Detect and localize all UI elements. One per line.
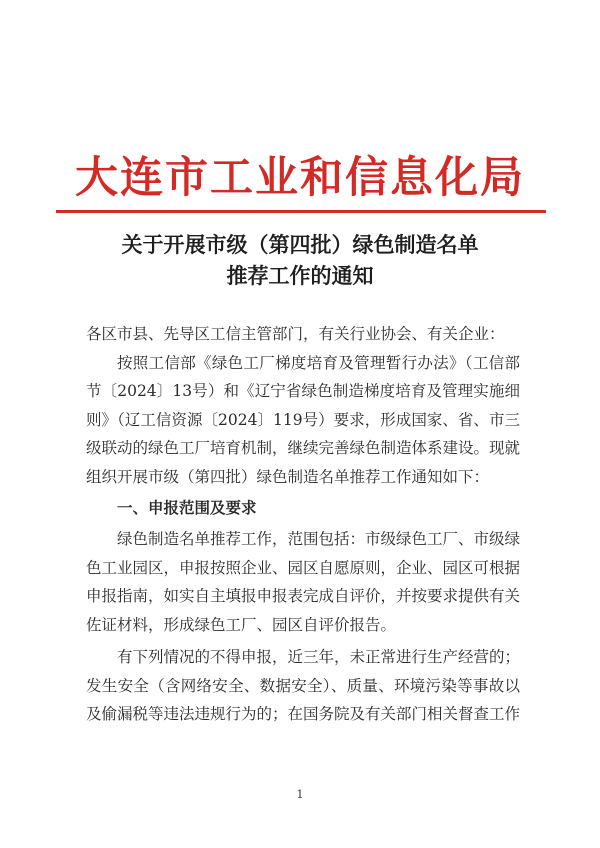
notice-title-line-2: 推荐工作的通知: [226, 264, 374, 288]
paragraph-basis: 按照工信部《绿色工厂梯度培育及管理暂行办法》（工信部节〔2024〕13号）和《辽宁省绿色制造梯度培育及管理实施细则》（辽工信资源〔2024〕119号）要求，形成国家、省、市三级联动的绿色工厂培育机制，继续完善绿色制造体系建设。现就组织开展市级（第四批）绿色制造名单推荐工作通知如下：: [86, 353, 521, 486]
notice-title-line-1: 关于开展市级（第四批）绿色制造名单: [121, 233, 479, 257]
notice-body: [86, 320, 520, 729]
salutation: 各区市县、先导区工信主管部门，有关行业协会、有关企业：: [86, 325, 505, 343]
red-header-rule: [56, 210, 546, 213]
page-number: 1: [296, 788, 304, 801]
organization-header: 大连市工业和信息化局: [75, 153, 525, 203]
paragraph-exclusions: 有下列情况的不得申报，近三年，未正常进行生产经营的；发生安全（含网络安全、数据安全）、质量、环境污染等事故以及偷漏税等违法违规行为的；在国务院及有关部门相关督查工作: [86, 648, 521, 723]
paragraph-scope: 绿色制造名单推荐工作，范围包括：市级绿色工厂、市级绿色工业园区，申报按照企业、园区自愿原则，企业、园区可根据申报指南，如实自主填报申报表完成自评价，并按要求提供有关佐证材料，形成绿色工厂、园区自评价报告。: [86, 530, 521, 634]
section-heading-scope: 一、申报范围及要求: [117, 499, 257, 517]
